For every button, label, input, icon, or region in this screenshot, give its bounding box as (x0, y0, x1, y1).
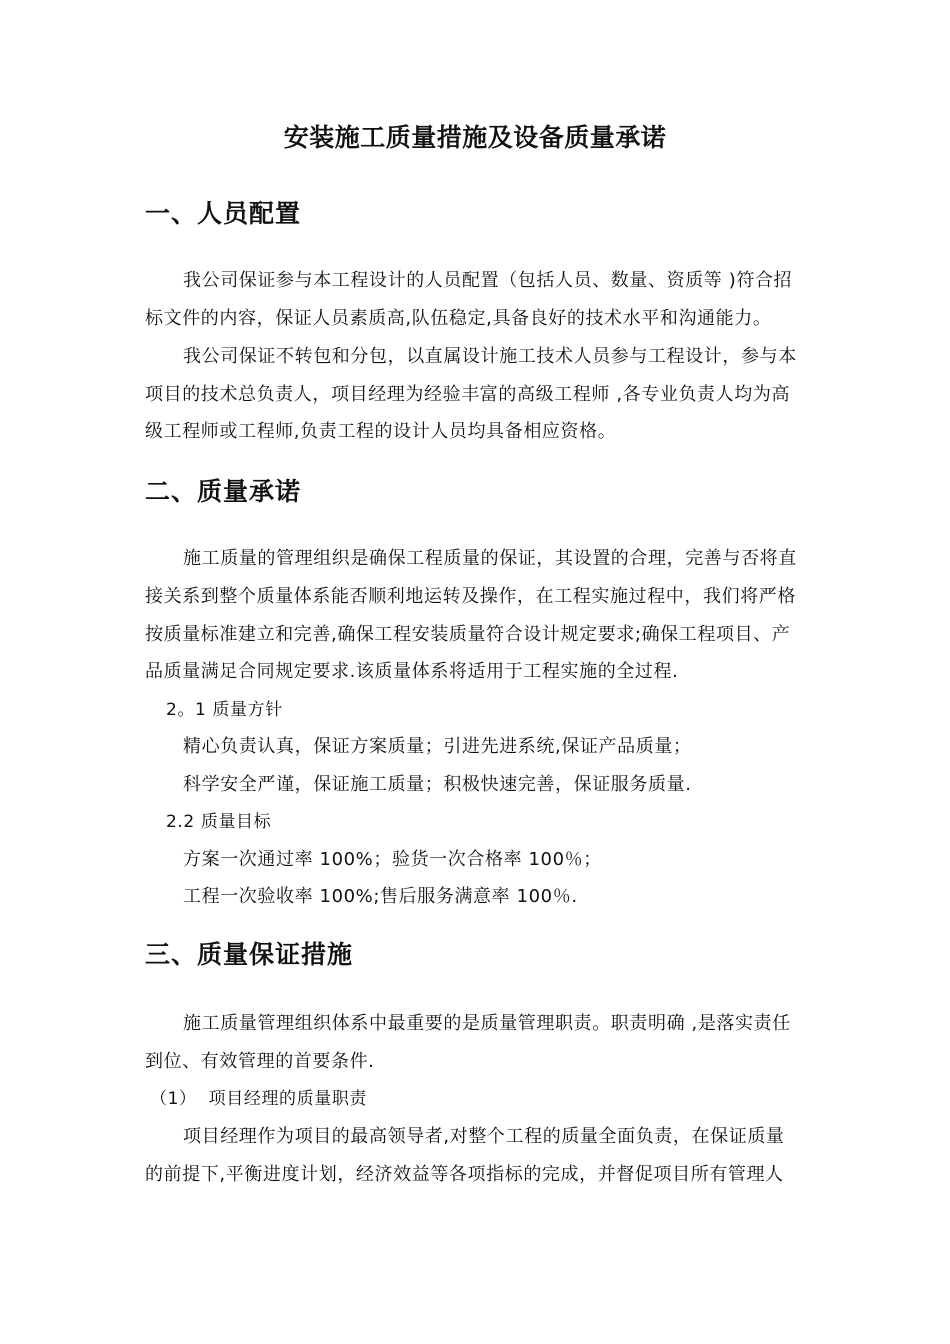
paragraph-line: 级工程师或工程师,负责工程的设计人员均具备相应资格。 (145, 421, 617, 442)
section-heading-quality-assurance: 三、质量保证措施 (145, 940, 354, 969)
paragraph-line: 标文件的内容，保证人员素质高,队伍稳定,具备良好的技术水平和沟通能力。 (145, 308, 772, 329)
section-heading-personnel: 一、人员配置 (145, 199, 302, 228)
paragraph-line: 品质量满足合同规定要求.该质量体系将适用于工程实施的全过程. (145, 661, 679, 682)
paragraph-line: 施工质量的管理组织是确保工程质量的保证，其设置的合理，完善与否将直 (183, 548, 797, 569)
paragraph-line: 精心负责认真，保证方案质量；引进先进系统,保证产品质量； (183, 736, 692, 757)
subheading-quality-goals: 2.2 质量目标 (166, 812, 272, 832)
paragraph-line: 施工质量管理组织体系中最重要的是质量管理职责。职责明确 ,是落实责任 (183, 1013, 791, 1034)
paragraph-line: 接关系到整个质量体系能否顺利地运转及操作，在工程实施过程中，我们将严格 (145, 586, 796, 607)
paragraph-line: 项目经理作为项目的最高领导者,对整个工程的质量全面负责，在保证质量 (183, 1126, 785, 1147)
section-heading-quality-commitment: 二、质量承诺 (145, 477, 302, 506)
paragraph-line: 我公司保证不转包和分包，以直属设计施工技术人员参与工程设计，参与本 (183, 346, 797, 367)
paragraph-line: 工程一次验收率 100%;售后服务满意率 100％. (183, 886, 578, 907)
subheading-pm-duties: （1） 项目经理的质量职责 (150, 1089, 368, 1109)
document-title: 安装施工质量措施及设备质量承诺 (283, 123, 667, 152)
paragraph-line: 到位、有效管理的首要条件. (145, 1051, 375, 1072)
paragraph-line: 按质量标准建立和完善,确保工程安装质量符合设计规定要求;确保工程项目、产 (145, 624, 791, 645)
paragraph-line: 方案一次通过率 100%；验货一次合格率 100％； (183, 849, 602, 870)
subheading-quality-policy: 2。1 质量方针 (166, 700, 283, 720)
paragraph-line: 科学安全严谨，保证施工质量；积极快速完善，保证服务质量. (183, 774, 692, 795)
paragraph-line: 我公司保证参与本工程设计的人员配置（包括人员、数量、资质等 )符合招 (183, 270, 793, 291)
paragraph-line: 项目的技术总负责人，项目经理为经验丰富的高级工程师 ,各专业负责人均为高 (145, 384, 791, 405)
paragraph-line: 的前提下,平衡进度计划，经济效益等各项指标的完成，并督促项目所有管理人 (145, 1164, 784, 1185)
